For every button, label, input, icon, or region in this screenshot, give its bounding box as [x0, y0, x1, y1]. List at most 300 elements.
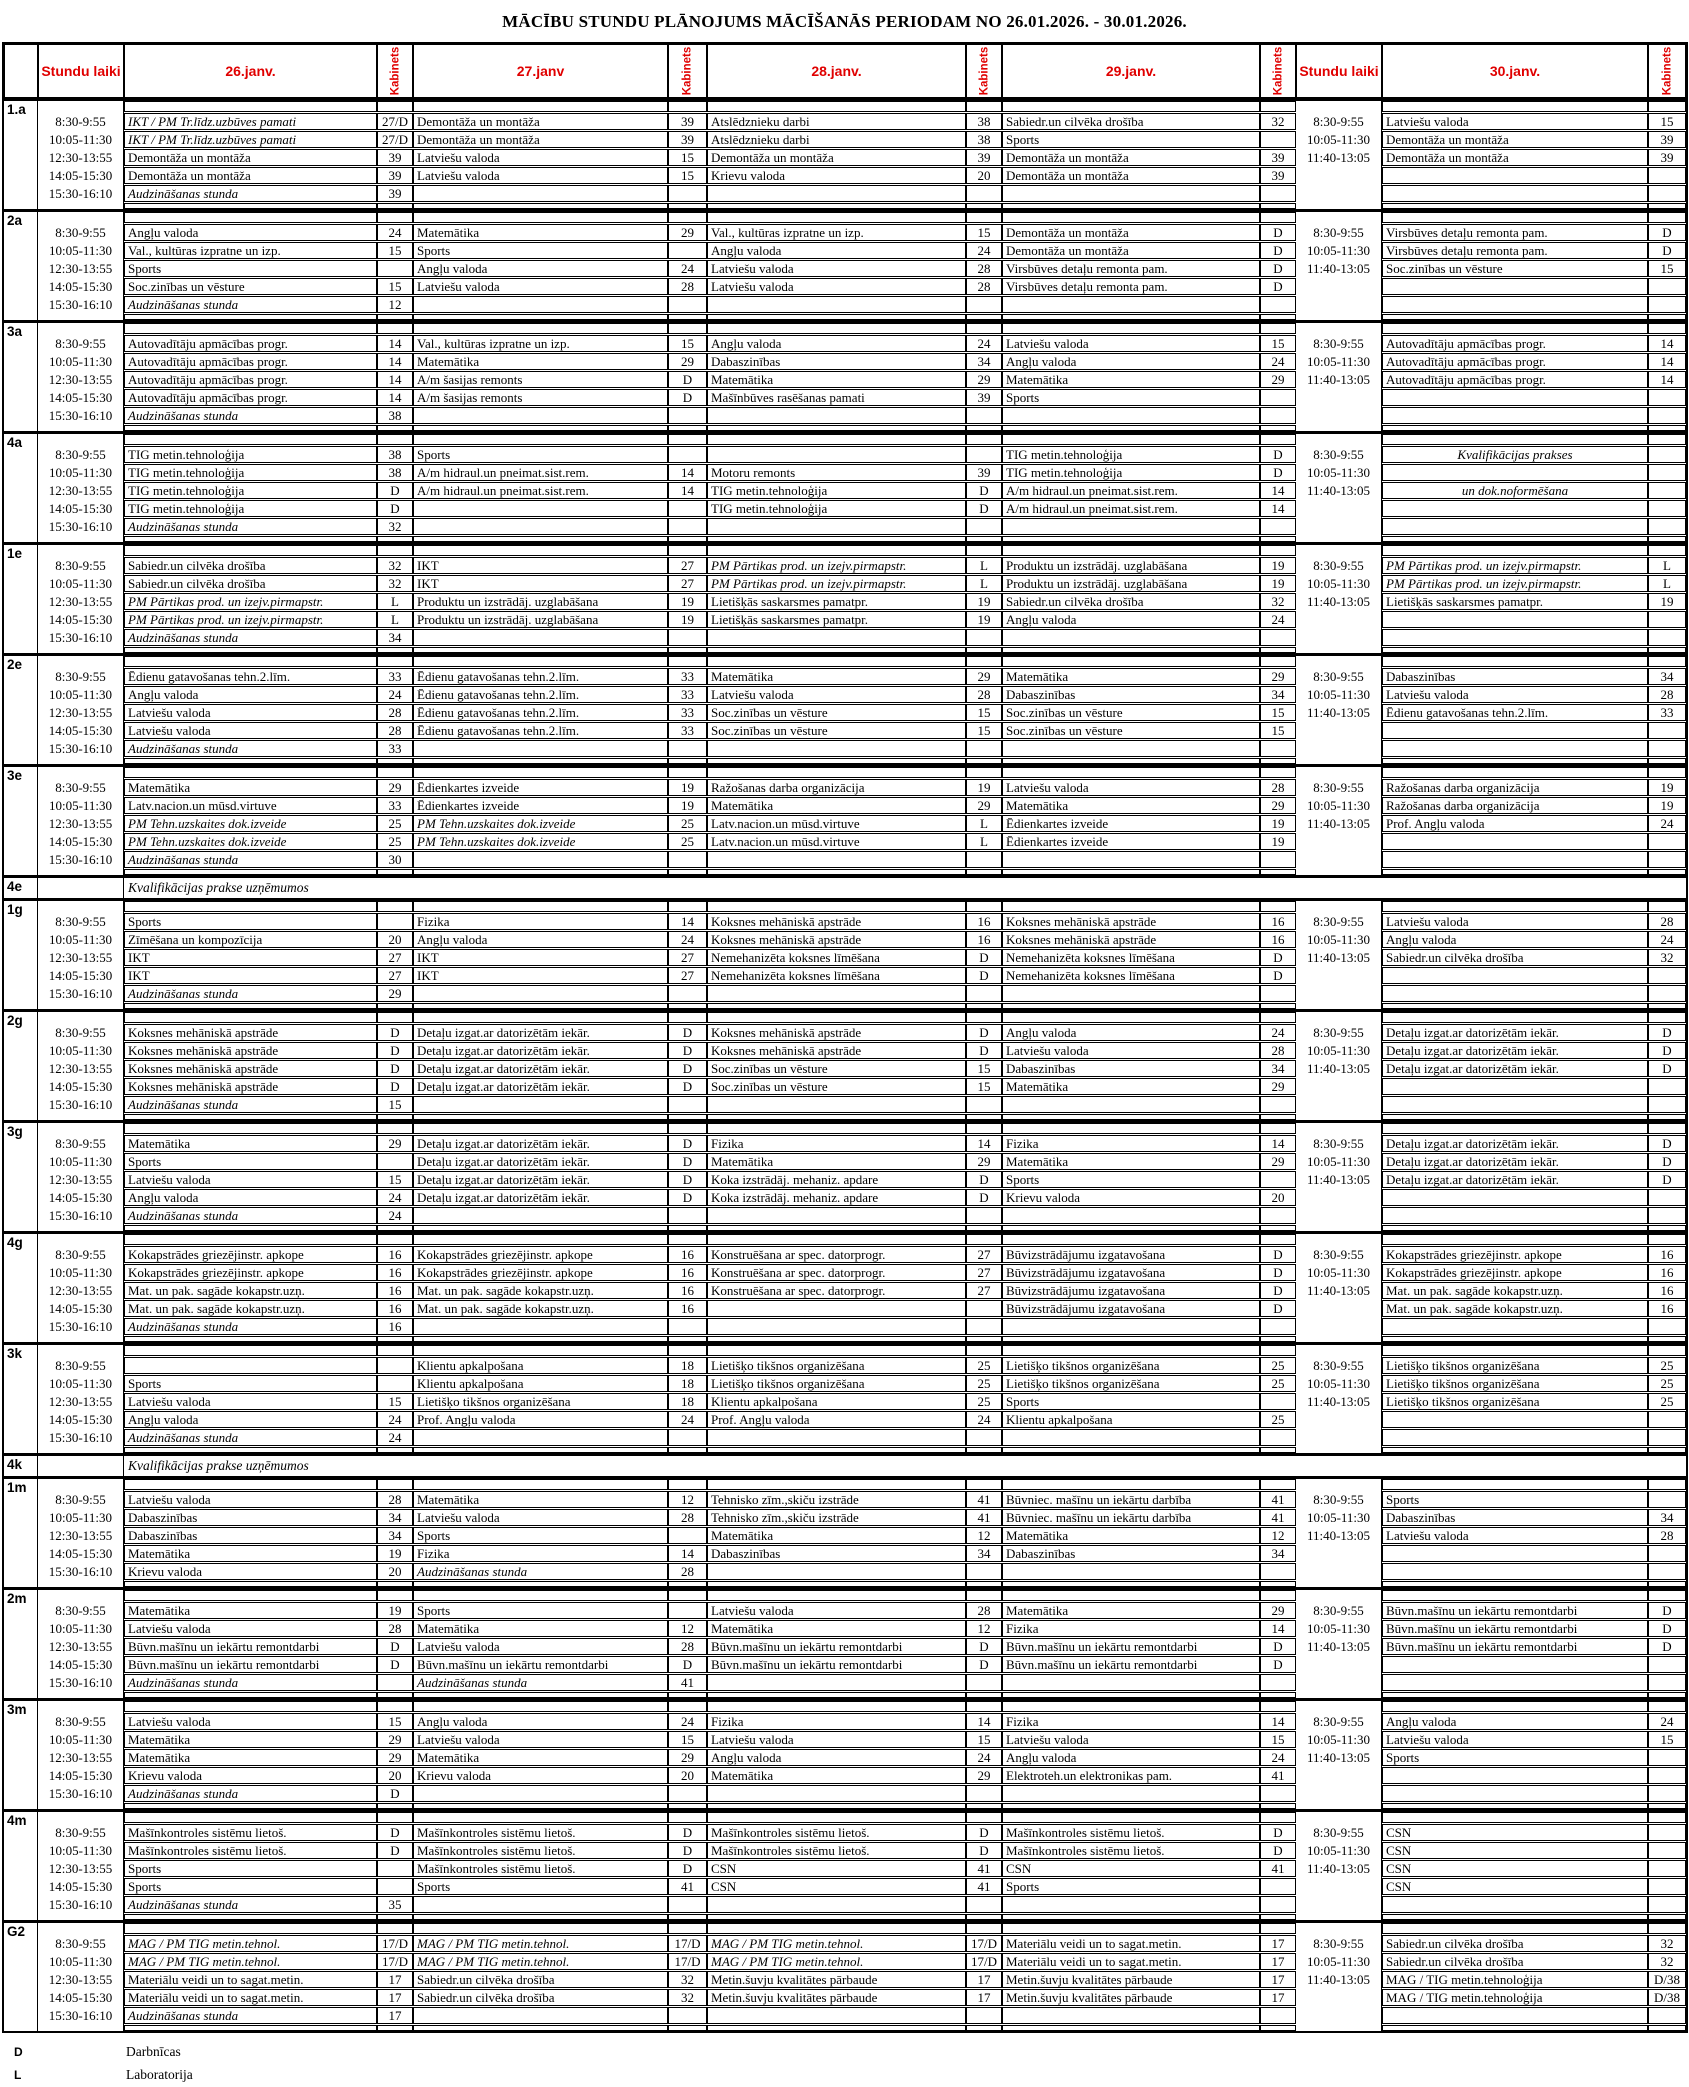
subject-cell: Soc.zinības un vēsture: [124, 278, 377, 295]
room-cell: 14: [1260, 500, 1296, 517]
subject-cell: Produktu un izstrādāj. uzglabāšana: [413, 593, 668, 610]
room-cell: [1648, 656, 1686, 667]
group-label: 1.a: [7, 102, 26, 117]
room-cell: 27: [668, 967, 707, 984]
room-cell: 34: [1260, 1060, 1296, 1077]
banner-text: Kvalifikācijas prakse uzņēmumos: [128, 1458, 309, 1473]
room-cell: 18: [668, 1393, 707, 1410]
room-cell: [1648, 323, 1686, 334]
subject-cell: Latviešu valoda: [1002, 335, 1260, 352]
subject-cell: [413, 407, 668, 424]
room-cell: 28: [1648, 1527, 1686, 1544]
subject-cell: [1002, 1896, 1260, 1913]
subject-cell: [124, 1345, 377, 1356]
time-slot: 8:30-9:55: [55, 1714, 106, 1729]
subject-cell: [707, 212, 966, 223]
time-slot: 12:30-13:55: [48, 1972, 113, 1987]
room-cell: 25: [668, 815, 707, 832]
room-cell: 28: [966, 1602, 1002, 1619]
room-cell: D: [1260, 949, 1296, 966]
subject-cell: PM Pārtikas prod. un izejv.pirmapstr.: [1382, 557, 1648, 574]
room-cell: 24: [377, 1207, 413, 1224]
room-cell: 38: [377, 407, 413, 424]
subject-cell: Nemehanizēta koksnes līmēšana: [1002, 967, 1260, 984]
subject-cell: Sports: [1002, 131, 1260, 148]
room-cell: 28: [377, 704, 413, 721]
time-slot: 12:30-13:55: [48, 1528, 113, 1543]
time-slot: 11:40-13:05: [1306, 594, 1371, 609]
subject-cell: Latviešu valoda: [413, 167, 668, 184]
room-cell: 17/D: [668, 1953, 707, 1970]
header-time-label-left: Stundu laiki: [38, 44, 124, 98]
subject-cell: Mat. un pak. sagāde kokapstr.uzņ.: [1382, 1282, 1648, 1299]
room-cell: [668, 1345, 707, 1356]
subject-cell: Sports: [1382, 1491, 1648, 1508]
room-cell: D: [668, 389, 707, 406]
room-cell: 24: [377, 1411, 413, 1428]
room-cell: [1648, 611, 1686, 628]
time-slot: 11:40-13:05: [1306, 1172, 1371, 1187]
subject-cell: [1382, 1078, 1648, 1095]
subject-cell: Val., kultūras izpratne un izp.: [707, 224, 966, 241]
room-cell: [668, 1701, 707, 1712]
room-cell: 29: [966, 371, 1002, 388]
subject-cell: [1382, 1411, 1648, 1428]
subject-cell: [413, 2007, 668, 2024]
time-column: [38, 878, 124, 898]
kabinets-label: Kabinets: [389, 46, 402, 96]
room-cell: [1260, 851, 1296, 868]
subject-cell: Koksnes mehāniskā apstrāde: [707, 1024, 966, 1041]
subject-cell: Ēdienkartes izveide: [413, 797, 668, 814]
room-cell: D: [668, 1860, 707, 1877]
room-cell: 17/D: [668, 1935, 707, 1952]
room-cell: 15: [377, 1713, 413, 1730]
subject-cell: Matemātika: [413, 1491, 668, 1508]
room-cell: 19: [1260, 833, 1296, 850]
time-slot: 12:30-13:55: [48, 1394, 113, 1409]
room-cell: [966, 901, 1002, 912]
room-cell: 24: [1260, 1024, 1296, 1041]
time-slot: 10:05-11:30: [1306, 1954, 1371, 1969]
room-cell: [1648, 482, 1686, 499]
subject-cell: Sports: [413, 1527, 668, 1544]
room-cell: 28: [966, 278, 1002, 295]
subject-cell: Detaļu izgat.ar datorizētām iekār.: [413, 1135, 668, 1152]
time-slot: 12:30-13:55: [48, 1639, 113, 1654]
subject-cell: Matemātika: [124, 1749, 377, 1766]
subject-cell: [413, 1896, 668, 1913]
subject-cell: Angļu valoda: [1002, 353, 1260, 370]
room-cell: [377, 1123, 413, 1134]
time-slot: 14:05-15:30: [48, 834, 113, 849]
room-cell: [668, 1207, 707, 1224]
subject-cell: Ēdienkartes izveide: [1002, 833, 1260, 850]
subject-cell: [1002, 629, 1260, 646]
subject-cell: Audzināšanas stunda: [124, 851, 377, 868]
subject-cell: [1382, 611, 1648, 628]
friday-time-column: [1296, 323, 1382, 431]
subject-cell: Mašīnkontroles sistēmu lietoš.: [707, 1824, 966, 1841]
room-cell: D: [377, 1785, 413, 1802]
subject-cell: Sabiedr.un cilvēka drošība: [1382, 949, 1648, 966]
subject-cell: Matemātika: [1002, 797, 1260, 814]
room-cell: 15: [668, 167, 707, 184]
room-cell: 32: [377, 557, 413, 574]
room-cell: 24: [377, 1189, 413, 1206]
time-slot: 11:40-13:05: [1306, 1061, 1371, 1076]
subject-cell: A/m šasijas remonts: [413, 371, 668, 388]
room-cell: D: [1648, 1060, 1686, 1077]
subject-cell: Būvizstrādājumu izgatavošana: [1002, 1246, 1260, 1263]
room-cell: D: [966, 1842, 1002, 1859]
room-cell: 24: [1648, 931, 1686, 948]
subject-cell: Matemātika: [707, 371, 966, 388]
group-cell: [4, 1701, 38, 1809]
room-cell: 16: [377, 1264, 413, 1281]
subject-cell: Koksnes mehāniskā apstrāde: [1002, 913, 1260, 930]
subject-cell: [124, 1812, 377, 1823]
subject-cell: Lietišķo tikšnos organizēšana: [1382, 1393, 1648, 1410]
time-slot: 14:05-15:30: [48, 279, 113, 294]
room-cell: [668, 1429, 707, 1446]
header-kabinets-1: [377, 44, 413, 98]
subject-cell: un dok.noformēšana: [1382, 482, 1648, 499]
time-slot: 8:30-9:55: [1313, 1936, 1364, 1951]
room-cell: 15: [668, 335, 707, 352]
subject-cell: Sabiedr.un cilvēka drošība: [124, 575, 377, 592]
room-cell: 33: [668, 722, 707, 739]
subject-cell: [1382, 1674, 1648, 1691]
room-cell: 15: [1260, 1731, 1296, 1748]
room-cell: [1648, 1234, 1686, 1245]
subject-cell: IKT: [124, 967, 377, 984]
friday-time-column: [1296, 1701, 1382, 1809]
room-cell: 28: [966, 686, 1002, 703]
time-slot: 10:05-11:30: [48, 798, 113, 813]
room-cell: 33: [668, 668, 707, 685]
room-cell: [668, 434, 707, 445]
room-cell: 15: [966, 704, 1002, 721]
room-cell: 32: [1648, 1953, 1686, 1970]
legend-code-d: D: [14, 2045, 23, 2059]
subject-cell: MAG / PM TIG metin.tehnol.: [124, 1953, 377, 1970]
room-cell: 28: [668, 1509, 707, 1526]
time-slot: 8:30-9:55: [55, 1825, 106, 1840]
room-cell: 20: [668, 1767, 707, 1784]
time-slot: 12:30-13:55: [48, 261, 113, 276]
subject-cell: [1382, 1189, 1648, 1206]
subject-cell: Audzināšanas stunda: [124, 296, 377, 313]
subject-cell: Mašīnkontroles sistēmu lietoš.: [413, 1824, 668, 1841]
room-cell: [1260, 1923, 1296, 1934]
subject-cell: [124, 212, 377, 223]
subject-cell: [413, 629, 668, 646]
room-cell: 25: [668, 833, 707, 850]
subject-cell: Audzināšanas stunda: [413, 1674, 668, 1691]
subject-cell: Konstruēšana ar spec. datorprogr.: [707, 1282, 966, 1299]
room-cell: [1648, 1878, 1686, 1895]
time-column: [38, 1923, 124, 2031]
room-cell: 41: [1260, 1509, 1296, 1526]
subject-cell: [1382, 1096, 1648, 1113]
subject-cell: Virsbūves detaļu remonta pam.: [1382, 224, 1648, 241]
subject-cell: Angļu valoda: [1382, 931, 1648, 948]
friday-time-column: [1296, 212, 1382, 320]
time-slot: 14:05-15:30: [48, 1301, 113, 1316]
room-cell: 29: [377, 985, 413, 1002]
subject-cell: Latv.nacion.un mūsd.virtuve: [124, 797, 377, 814]
room-cell: 33: [668, 704, 707, 721]
subject-cell: Latviešu valoda: [1002, 1731, 1260, 1748]
room-cell: 33: [377, 797, 413, 814]
room-cell: [1260, 131, 1296, 148]
subject-cell: [1002, 1012, 1260, 1023]
room-cell: [1648, 1824, 1686, 1841]
subject-cell: Audzināšanas stunda: [124, 1674, 377, 1691]
subject-cell: Prof. Angļu valoda: [707, 1411, 966, 1428]
room-cell: [1648, 185, 1686, 202]
time-slot: 10:05-11:30: [48, 1265, 113, 1280]
room-cell: 29: [966, 797, 1002, 814]
room-cell: 34: [1648, 668, 1686, 685]
time-slot: 15:30-16:10: [48, 1897, 113, 1912]
room-cell: [668, 1318, 707, 1335]
time-slot: 14:05-15:30: [48, 168, 113, 183]
subject-cell: Ēdienu gatavošanas tehn.2.līm.: [413, 686, 668, 703]
subject-cell: Sports: [1002, 389, 1260, 406]
room-cell: 14: [668, 464, 707, 481]
room-cell: D: [668, 1042, 707, 1059]
subject-cell: Audzināšanas stunda: [124, 629, 377, 646]
room-cell: [668, 1479, 707, 1490]
time-slot: 10:05-11:30: [48, 243, 113, 258]
room-cell: D: [377, 1656, 413, 1673]
room-cell: 39: [377, 185, 413, 202]
room-cell: [1648, 389, 1686, 406]
subject-cell: Matemātika: [707, 1767, 966, 1784]
subject-cell: Mat. un pak. sagāde kokapstr.uzņ.: [124, 1300, 377, 1317]
subject-cell: [1382, 1656, 1648, 1673]
room-cell: 14: [377, 371, 413, 388]
room-cell: [1648, 1656, 1686, 1673]
room-cell: 41: [668, 1674, 707, 1691]
group-label: 2g: [7, 1013, 23, 1028]
room-cell: L: [377, 611, 413, 628]
subject-cell: Demontāža un montāža: [1002, 224, 1260, 241]
friday-time-column: [1296, 767, 1382, 875]
subject-cell: [124, 1590, 377, 1601]
room-cell: 29: [1260, 1153, 1296, 1170]
subject-cell: IKT: [413, 967, 668, 984]
room-cell: D: [1648, 1024, 1686, 1041]
time-slot: 8:30-9:55: [1313, 1825, 1364, 1840]
room-cell: D: [377, 1638, 413, 1655]
subject-cell: Dabaszinības: [1002, 1060, 1260, 1077]
subject-cell: Latviešu valoda: [707, 1602, 966, 1619]
room-cell: 25: [1260, 1375, 1296, 1392]
friday-time-column: [1296, 1234, 1382, 1342]
subject-cell: Sabiedr.un cilvēka drošība: [1382, 1935, 1648, 1952]
friday-time-column: [1296, 1923, 1382, 2031]
group-block-4e: [4, 875, 1686, 898]
room-cell: [966, 1207, 1002, 1224]
subject-cell: Angļu valoda: [124, 224, 377, 241]
room-cell: 15: [377, 1096, 413, 1113]
subject-cell: [1382, 629, 1648, 646]
room-cell: [668, 500, 707, 517]
room-cell: D: [1260, 260, 1296, 277]
room-cell: 15: [1260, 335, 1296, 352]
room-cell: 12: [966, 1527, 1002, 1544]
room-cell: 33: [668, 686, 707, 703]
subject-cell: Materiālu veidi un to sagat.metin.: [1002, 1935, 1260, 1952]
time-slot: 10:05-11:30: [48, 1843, 113, 1858]
subject-cell: Demontāža un montāža: [124, 167, 377, 184]
subject-cell: Matemātika: [707, 1153, 966, 1170]
subject-cell: Mašīnkontroles sistēmu lietoš.: [124, 1824, 377, 1841]
subject-cell: Demontāža un montāža: [413, 113, 668, 130]
subject-cell: Audzināšanas stunda: [124, 1096, 377, 1113]
group-label: 3m: [7, 1702, 27, 1717]
room-cell: D: [1648, 1135, 1686, 1152]
legend-row: [14, 2063, 193, 2086]
subject-cell: Angļu valoda: [1382, 1713, 1648, 1730]
room-cell: D: [966, 500, 1002, 517]
kabinets-label: Kabinets: [681, 46, 694, 96]
subject-cell: [413, 1012, 668, 1023]
subject-cell: Demontāža un montāža: [707, 149, 966, 166]
room-cell: D: [966, 1656, 1002, 1673]
room-cell: 12: [668, 1491, 707, 1508]
subject-cell: [1382, 212, 1648, 223]
room-cell: L: [966, 833, 1002, 850]
room-cell: D: [668, 1060, 707, 1077]
room-cell: [1260, 389, 1296, 406]
subject-cell: Soc.zinības un vēsture: [1382, 260, 1648, 277]
header-kabinets-2: [668, 44, 707, 98]
room-cell: D: [668, 1024, 707, 1041]
subject-cell: Latv.nacion.un mūsd.virtuve: [707, 833, 966, 850]
room-cell: [377, 1812, 413, 1823]
room-cell: [966, 212, 1002, 223]
room-cell: 28: [966, 260, 1002, 277]
room-cell: 25: [1648, 1393, 1686, 1410]
subject-cell: Būvn.mašīnu un iekārtu remontdarbi: [124, 1638, 377, 1655]
subject-cell: Sabiedr.un cilvēka drošība: [124, 557, 377, 574]
subject-cell: Sports: [1002, 1171, 1260, 1188]
room-cell: 15: [966, 1078, 1002, 1095]
room-cell: 41: [1260, 1860, 1296, 1877]
time-column: [38, 1345, 124, 1453]
room-cell: 18: [668, 1357, 707, 1374]
subject-cell: [124, 1012, 377, 1023]
legend-row: [14, 2040, 193, 2063]
subject-cell: [124, 767, 377, 778]
subject-cell: Virsbūves detaļu remonta pam.: [1002, 260, 1260, 277]
room-cell: [1648, 101, 1686, 112]
subject-cell: Autovadītāju apmācības progr.: [1382, 335, 1648, 352]
subject-cell: [1002, 1812, 1260, 1823]
room-cell: [1648, 985, 1686, 1002]
subject-cell: [707, 1479, 966, 1490]
subject-cell: Audzināšanas stunda: [124, 740, 377, 757]
room-cell: 24: [668, 931, 707, 948]
room-cell: 28: [668, 278, 707, 295]
room-cell: [1648, 1842, 1686, 1859]
subject-cell: CSN: [1002, 1860, 1260, 1877]
room-cell: 41: [1260, 1767, 1296, 1784]
time-slot: 12:30-13:55: [48, 1061, 113, 1076]
subject-cell: [124, 656, 377, 667]
subject-cell: Būvniec. mašīnu un iekārtu darbība: [1002, 1491, 1260, 1508]
subject-cell: Latviešu valoda: [413, 278, 668, 295]
subject-cell: [1002, 985, 1260, 1002]
subject-cell: Ēdienu gatavošanas tehn.2.līm.: [1382, 704, 1648, 721]
friday-time-column: [1296, 901, 1382, 1009]
subject-cell: Koksnes mehāniskā apstrāde: [124, 1024, 377, 1041]
room-cell: [966, 434, 1002, 445]
time-slot: 10:05-11:30: [1306, 932, 1371, 947]
subject-cell: TIG metin.tehnoloģija: [124, 482, 377, 499]
group-block-G2: [4, 1920, 1686, 2031]
subject-cell: Sports: [1382, 1749, 1648, 1766]
room-cell: 19: [1648, 779, 1686, 796]
subject-cell: [124, 545, 377, 556]
subject-cell: [124, 1701, 377, 1712]
subject-cell: Soc.zinības un vēsture: [1002, 722, 1260, 739]
header-day-4: 29.janv.: [1002, 44, 1260, 98]
subject-cell: [1382, 101, 1648, 112]
subject-cell: Audzināšanas stunda: [124, 407, 377, 424]
time-slot: 11:40-13:05: [1306, 1283, 1371, 1298]
room-cell: 17/D: [966, 1935, 1002, 1952]
room-cell: 19: [1260, 815, 1296, 832]
room-cell: D: [1260, 1824, 1296, 1841]
subject-cell: Koksnes mehāniskā apstrāde: [707, 931, 966, 948]
subject-cell: Latviešu valoda: [1382, 1731, 1648, 1748]
subject-cell: Detaļu izgat.ar datorizētām iekār.: [1382, 1024, 1648, 1041]
room-cell: D: [1260, 1842, 1296, 1859]
subject-cell: [413, 740, 668, 757]
room-cell: [966, 740, 1002, 757]
subject-cell: [707, 1012, 966, 1023]
time-slot: 8:30-9:55: [55, 780, 106, 795]
subject-cell: [707, 1896, 966, 1913]
room-cell: D: [1648, 224, 1686, 241]
room-cell: [966, 1123, 1002, 1134]
subject-cell: TIG metin.tehnoloģija: [707, 482, 966, 499]
room-cell: 41: [966, 1491, 1002, 1508]
subject-cell: [1382, 1207, 1648, 1224]
room-cell: 29: [377, 1731, 413, 1748]
subject-cell: PM Pārtikas prod. un izejv.pirmapstr.: [1382, 575, 1648, 592]
subject-cell: Būvn.mašīnu un iekārtu remontdarbi: [413, 1656, 668, 1673]
subject-cell: Lietišķo tikšnos organizēšana: [1382, 1357, 1648, 1374]
time-slot: 8:30-9:55: [55, 558, 106, 573]
time-slot: 10:05-11:30: [1306, 1265, 1371, 1280]
room-cell: [668, 242, 707, 259]
subject-cell: [1002, 101, 1260, 112]
subject-cell: Būvn.mašīnu un iekārtu remontdarbi: [707, 1656, 966, 1673]
group-blocks: [4, 98, 1686, 2031]
legend: [14, 2040, 193, 2086]
time-slot: 8:30-9:55: [1313, 780, 1364, 795]
time-slot: 8:30-9:55: [55, 114, 106, 129]
room-cell: [1648, 1491, 1686, 1508]
time-slot: 8:30-9:55: [1313, 1714, 1364, 1729]
room-cell: [1648, 1674, 1686, 1691]
